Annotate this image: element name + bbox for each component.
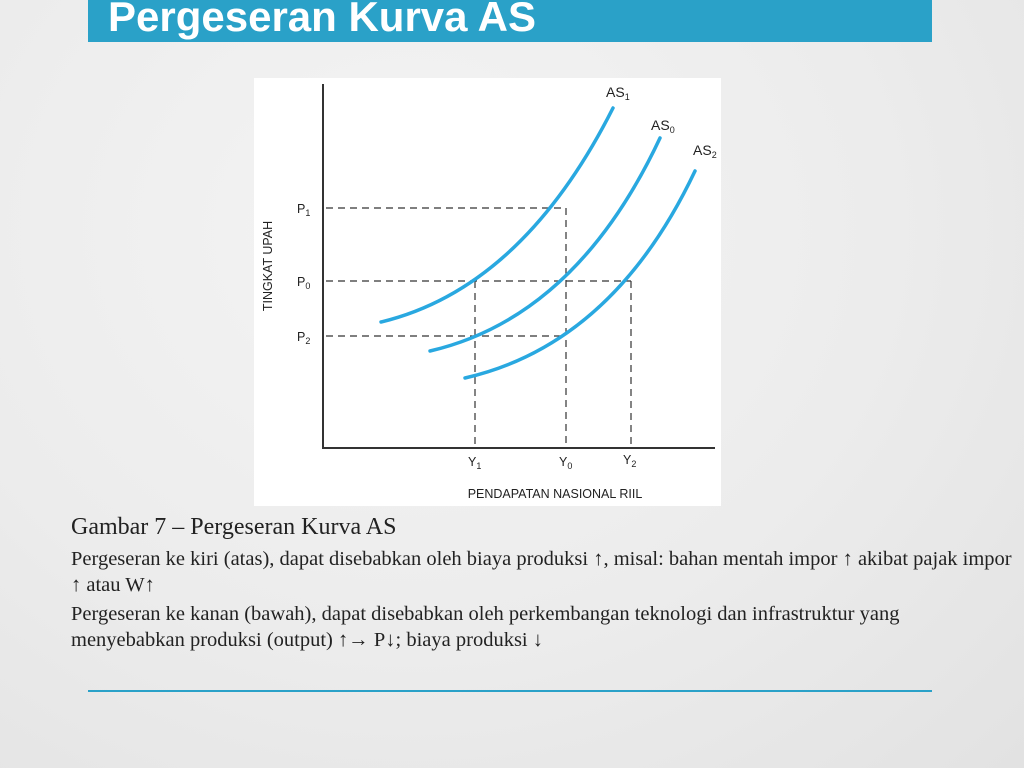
description-block [71, 512, 1016, 656]
slide-title: Pergeseran Kurva AS [108, 0, 536, 40]
label-y2: $Y_2$ [623, 453, 637, 469]
label-y1: $Y_1$ [468, 455, 482, 471]
curve-as1 [381, 108, 613, 322]
label-p0: $P_0$ [297, 275, 311, 291]
label-y0: $Y_0$ [559, 455, 573, 471]
label-as2: $AS_2$ [693, 142, 717, 160]
as-shift-diagram [254, 78, 721, 506]
label-p2: $P_2$ [297, 330, 311, 346]
diagram-svg [254, 78, 721, 506]
curve-as0 [430, 138, 660, 351]
paragraph-right-shift: Pergeseran ke kanan (bawah), dapat disebabkan oleh perkembangan teknologi dan infrastruktur yang menyebabkan produksi (output) ↑→ P↓; biaya produksi ↓ [71, 603, 900, 651]
label-as1: $AS_1$ [606, 84, 630, 102]
label-p1: $P_1$ [297, 202, 311, 218]
curve-as2 [465, 171, 695, 378]
y-axis-label: TINGKAT UPAH [261, 220, 275, 312]
figure-caption: Gambar 7 – Pergeseran Kurva AS [71, 514, 397, 540]
x-axis-label: PENDAPATAN NASIONAL RIIL [467, 487, 643, 501]
paragraph-left-shift: Pergeseran ke kiri (atas), dapat disebabkan oleh biaya produksi ↑, misal: bahan mentah impor ↑ akibat pajak impor ↑ atau W↑ [71, 548, 1012, 596]
bottom-divider [88, 690, 932, 692]
label-as0: $AS_0$ [651, 117, 675, 135]
